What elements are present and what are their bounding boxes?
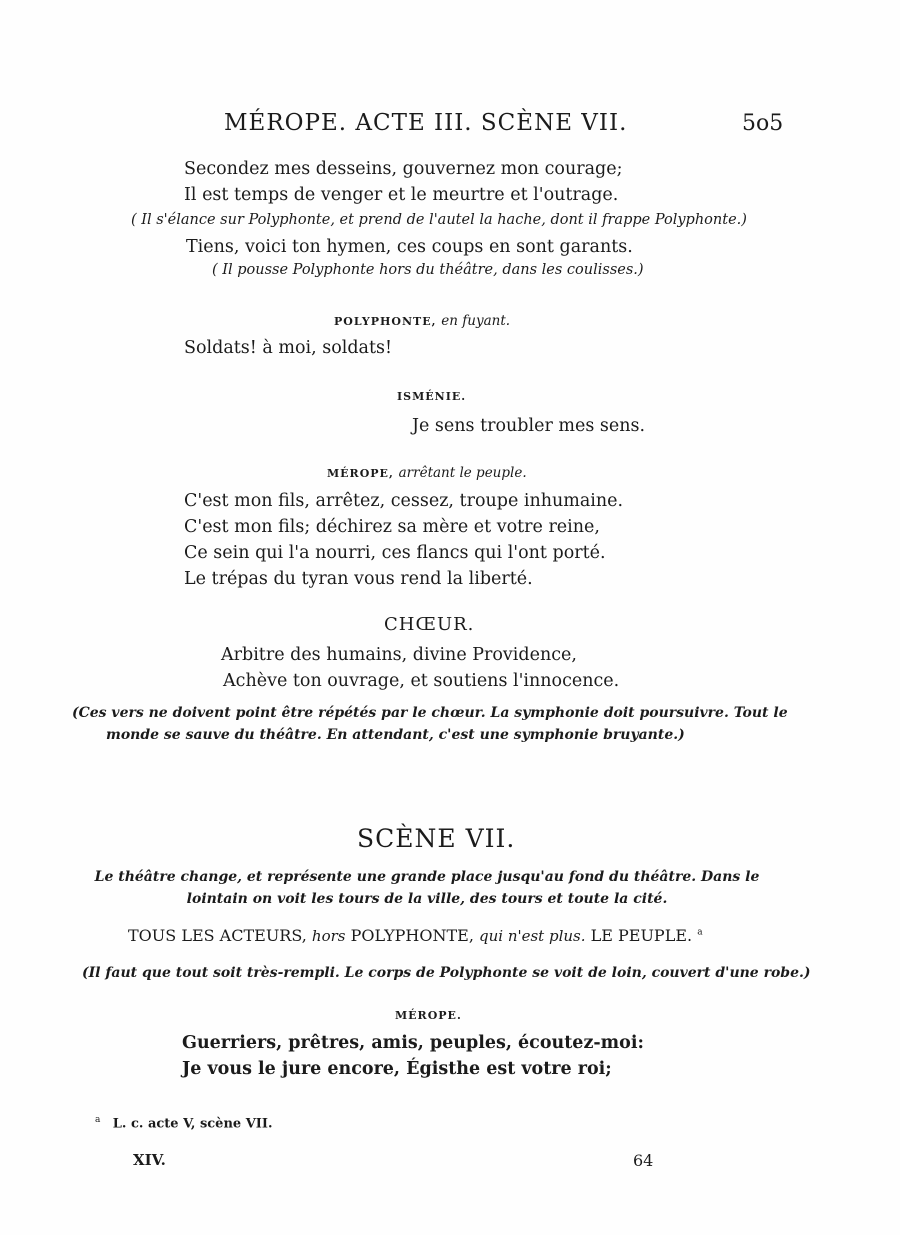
- quire-number: 64: [633, 1151, 654, 1170]
- footnote-marker: a: [697, 927, 703, 938]
- verse-line: Tiens, voici ton hymen, ces coups en sont garants.: [186, 237, 633, 257]
- page-number: 5o5: [742, 111, 784, 136]
- verse-block-merope: [184, 488, 623, 592]
- verse-line: Il est temps de venger et le meurtre et l'outrage.: [184, 185, 619, 205]
- verse-line: Arbitre des humains, divine Providence,: [221, 645, 577, 665]
- speaker-merope-2: MÉROPE.: [395, 1009, 462, 1022]
- speaker-choeur: CHŒUR.: [384, 614, 475, 635]
- speaker-name: MÉROPE,: [327, 467, 394, 480]
- speaker-direction: en fuyant.: [441, 313, 511, 329]
- cast-people: LE PEUPLE.: [590, 926, 693, 945]
- scene-title: SCÈNE VII.: [357, 824, 516, 853]
- cast-polyphonte: POLYPHONTE,: [350, 926, 474, 945]
- verse-line: Ce sein qui l'a nourri, ces flancs qui l'ont porté.: [184, 543, 606, 563]
- scene-setting: Le théâtre change, et représente une grande place jusqu'au fond du théâtre. Dans le lointain on voit les tours de la ville, des tours et toute la cité.: [94, 869, 760, 907]
- footnote: [95, 1115, 272, 1131]
- signature-mark: XIV.: [133, 1151, 166, 1169]
- scene-stage-direction: (Il faut que tout soit très-rempli. Le corps de Polyphonte se voit de loin, couvert d'une robe.): [82, 965, 811, 981]
- verse-line: Achève ton ouvrage, et soutiens l'innocence.: [223, 671, 620, 691]
- cast-except: hors: [311, 927, 346, 945]
- running-title: MÉROPE. ACTE III. SCÈNE VII.: [224, 110, 628, 136]
- cast-all: TOUS LES ACTEURS,: [128, 926, 307, 945]
- verse-block-choeur: [221, 642, 619, 694]
- scene-cast: [128, 926, 703, 945]
- verse-line: Le trépas du tyran vous rend la liberté.: [184, 569, 533, 589]
- speaker-ismenie: ISMÉNIE.: [397, 390, 467, 403]
- verse-line: C'est mon fils; déchirez sa mère et votre reine,: [184, 517, 600, 537]
- cast-note: qui n'est plus.: [479, 927, 586, 945]
- verse-block-1: [184, 156, 623, 208]
- verse-line: Secondez mes desseins, gouvernez mon courage;: [184, 159, 623, 179]
- stage-text: (Ces vers ne doivent point être répétés par le chœur. La symphonie doit poursuivre. Tout le monde se sauve du théâtre. En attendant, c'est une symphonie bruyante.): [72, 705, 788, 743]
- verse-line: Soldats! à moi, soldats!: [184, 338, 393, 358]
- verse-line: C'est mon fils, arrêtez, cessez, troupe inhumaine.: [184, 491, 624, 511]
- verse-line: Guerriers, prêtres, amis, peuples, écoutez-moi:: [182, 1033, 644, 1053]
- stage-direction: ( Il pousse Polyphonte hors du théâtre, dans les coulisses.): [212, 262, 644, 278]
- stage-direction-choeur: [38, 702, 792, 746]
- verse-line: Je vous le jure encore, Égisthe est votre roi;: [182, 1059, 612, 1079]
- speaker-direction: arrêtant le peuple.: [398, 465, 527, 481]
- speaker-name: POLYPHONTE,: [334, 315, 437, 328]
- footnote-mark: a: [95, 1115, 101, 1125]
- verse-line: Je sens troubler mes sens.: [412, 416, 646, 436]
- verse-block-merope-2: [182, 1030, 644, 1082]
- speaker-polyphonte: [334, 313, 510, 329]
- page-header: [0, 110, 900, 150]
- speaker-merope: [327, 465, 527, 481]
- stage-direction: ( Il s'élance sur Polyphonte, et prend de l'autel la hache, dont il frappe Polyphonte.): [131, 212, 747, 228]
- footnote-text: L. c. acte V, scène VII.: [112, 1116, 273, 1132]
